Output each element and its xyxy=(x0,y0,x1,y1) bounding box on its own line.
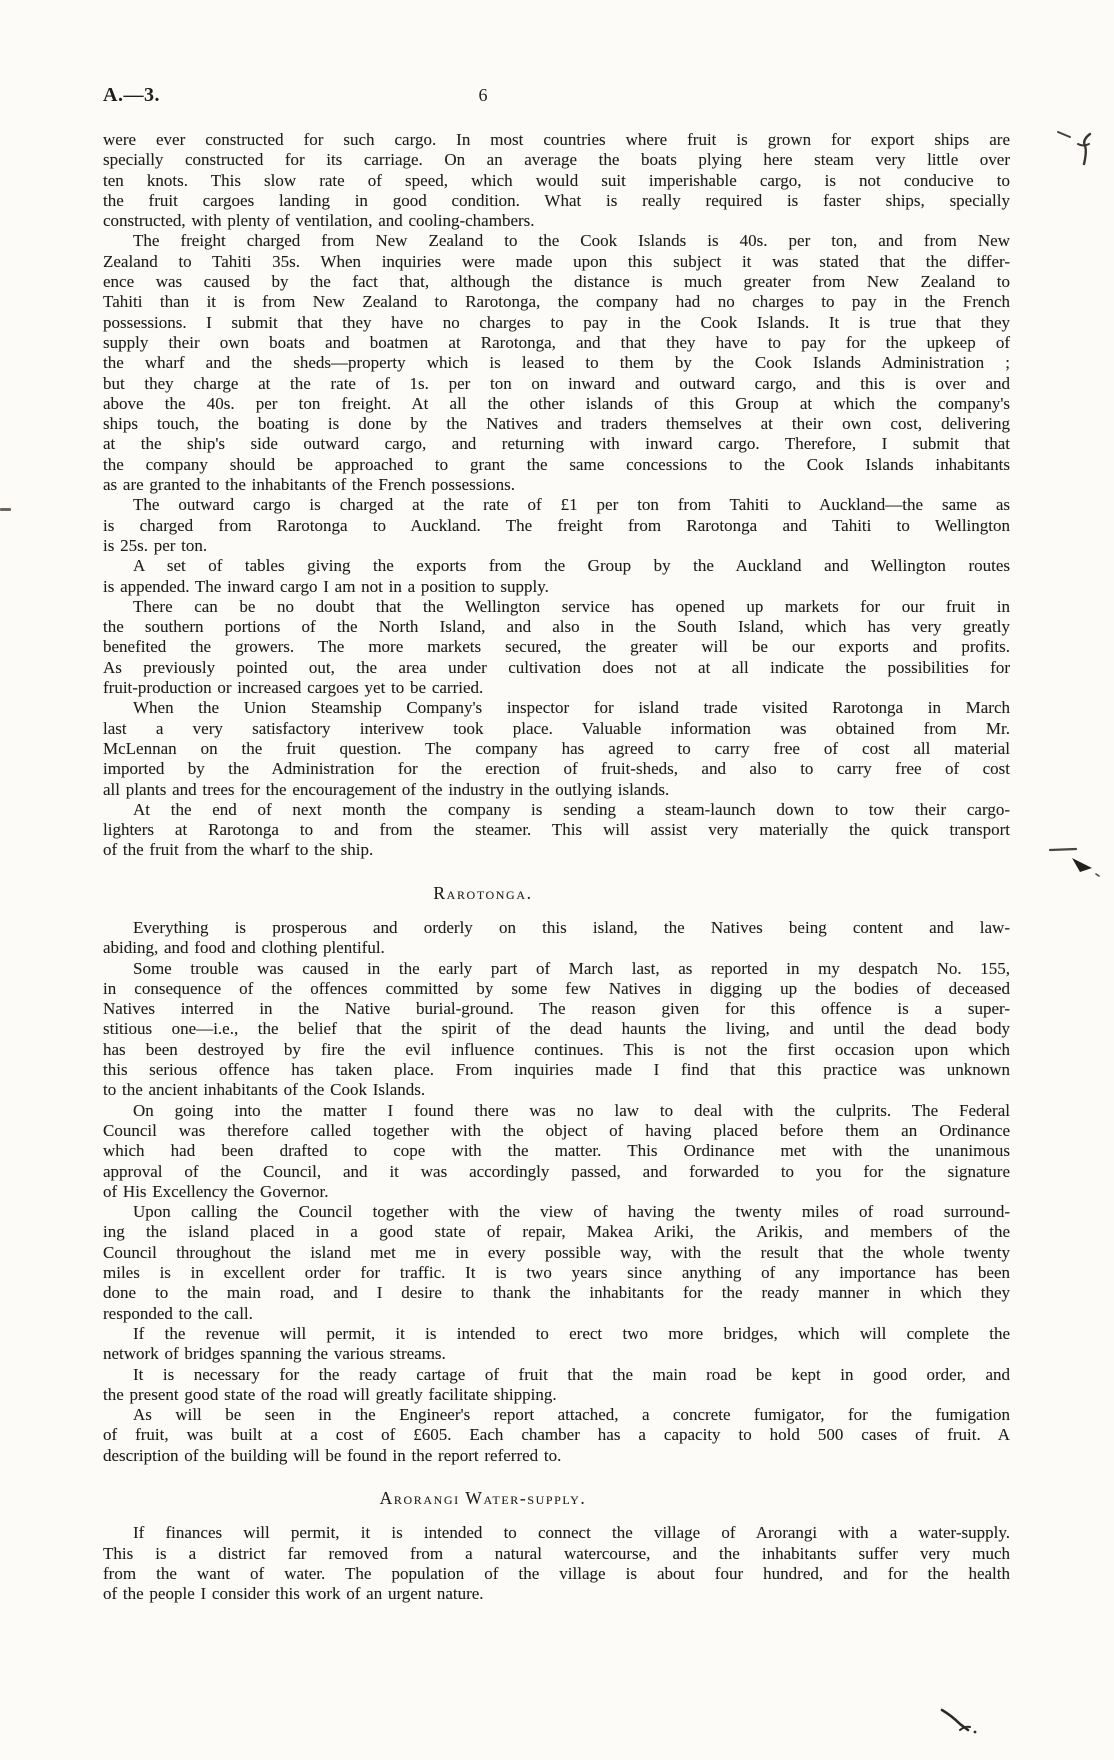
document-reference: A.—3. xyxy=(103,84,160,106)
text-line: stitious one—i.e., the belief that the spirit of the dead haunts the living, and until the dead body xyxy=(103,1019,1010,1039)
text-line: If finances will permit, it is intended to connect the village of Arorangi with a water-supply. xyxy=(133,1523,1010,1543)
text-line: but they charge at the rate of 1s. per ton on inward and outward cargo, and this is over and xyxy=(103,373,1010,393)
text-line: Council throughout the island met me in every possible way, with the result that the whole twenty xyxy=(103,1242,1010,1262)
text-line: On going into the matter I found there was no law to deal with the culprits. The Federal xyxy=(133,1100,1010,1120)
paragraph xyxy=(103,1202,1010,1324)
paragraph xyxy=(103,918,1010,959)
text-line: Upon calling the Council together with the view of having the twenty miles of road surround- xyxy=(133,1202,1010,1222)
text-line: imported by the Administration for the erection of fruit-sheds, and also to carry free of cost xyxy=(103,759,1010,779)
squiggle-mark-bottom-right xyxy=(938,1702,980,1738)
text-line: ence was caused by the fact that, although the distance is much greater from New Zealand to xyxy=(103,272,1010,292)
text-line: miles is in excellent order for traffic. It is two years since anything of any importance has been xyxy=(103,1263,1010,1283)
text-line: benefited the growers. The more markets secured, the greater will be our exports and profits. xyxy=(103,637,1010,657)
paragraph xyxy=(103,1405,1010,1466)
text-line: lighters at Rarotonga to and from the steamer. This will assist very materially the quick transport xyxy=(103,820,1010,840)
paragraph xyxy=(103,130,1010,231)
paragraph xyxy=(103,959,1010,1101)
text-line: There can be no doubt that the Wellington service has opened up markets for our fruit in xyxy=(133,596,1010,616)
text-line: fruit-production or increased cargoes yet to be carried. xyxy=(103,678,484,698)
text-line: network of bridges spanning the various streams. xyxy=(103,1344,446,1364)
text-line: description of the building will be found in the report referred to. xyxy=(103,1445,562,1465)
document-body xyxy=(103,130,1010,1604)
text-line: McLennan on the fruit question. The company has agreed to carry free of cost all material xyxy=(103,738,1010,758)
paragraph xyxy=(103,698,1010,799)
text-line: responded to the call. xyxy=(103,1303,253,1323)
text-line: approval of the Council, and it was accordingly passed, and forwarded to you for the signature xyxy=(103,1161,1010,1181)
text-line: A set of tables giving the exports from the Group by the Auckland and Wellington routes xyxy=(133,556,1010,576)
text-line: of fruit, was built at a cost of £605. Each chamber has a capacity to hold 500 cases of fruit. A xyxy=(103,1425,1010,1445)
paragraph xyxy=(103,495,1010,556)
text-line: were ever constructed for such cargo. In most countries where fruit is grown for export ships are xyxy=(103,130,1010,149)
text-line: specially constructed for its carriage. On an average the boats plying here steam very little over xyxy=(103,150,1010,170)
text-line: Some trouble was caused in the early part of March last, as reported in my despatch No. 155, xyxy=(133,958,1010,978)
text-line: The outward cargo is charged at the rate of £1 per ton from Tahiti to Auckland—the same as xyxy=(133,495,1010,515)
text-line: all plants and trees for the encouragement of the industry in the outlying islands. xyxy=(103,779,670,799)
paragraph xyxy=(103,1523,1010,1604)
paragraph xyxy=(103,1365,1010,1406)
text-line: supply their own boats and boatmen at Rarotonga, and that they have to pay for the upkeep of xyxy=(103,332,1010,352)
text-line: which had been drafted to cope with the matter. This Ordinance met with the unanimous xyxy=(103,1141,1010,1161)
text-line: The freight charged from New Zealand to the Cook Islands is 40s. per ton, and from New xyxy=(133,231,1010,251)
text-line: at the ship's side outward cargo, and returning with inward cargo. Therefore, I submit that xyxy=(103,434,1010,454)
text-line: Council was therefore called together with the object of having placed before them an Ordinance xyxy=(103,1120,1010,1140)
text-line: When the Union Steamship Company's inspector for island trade visited Rarotonga in March xyxy=(133,698,1010,718)
text-line: done to the main road, and I desire to thank the inhabitants for the ready manner in which they xyxy=(103,1283,1010,1303)
section-heading: Arorangi Water-supply. xyxy=(379,1488,587,1508)
text-line: Tahiti than it is from New Zealand to Rarotonga, the company had no charges to pay in the French xyxy=(103,292,1010,312)
text-line: from the want of water. The population of the village is about four hundred, and for the health xyxy=(103,1563,1010,1583)
dash-arrow-mark-mid-right xyxy=(1046,844,1112,884)
text-line: the company should be approached to grant the same concessions to the Cook Islands inhabitants xyxy=(103,454,1010,474)
text-line: is appended. The inward cargo I am not in a position to supply. xyxy=(103,576,549,596)
paragraph xyxy=(103,556,1010,597)
paragraph xyxy=(103,1101,1010,1202)
text-line: As previously pointed out, the area under cultivation does not at all indicate the possibilities for xyxy=(103,657,1010,677)
text-line: in consequence of the offences committed by some few Natives in digging up the bodies of deceased xyxy=(103,978,1010,998)
text-line: If the revenue will permit, it is intended to erect two more bridges, which will complete the xyxy=(133,1323,1010,1343)
text-line: Natives interred in the Native burial-ground. The reason given for this offence is a super- xyxy=(103,999,1010,1019)
paragraph xyxy=(103,800,1010,861)
text-line: constructed, with plenty of ventilation, and cooling-chambers. xyxy=(103,211,535,231)
page-number-band xyxy=(103,85,863,106)
text-line: the present good state of the road will greatly facilitate shipping. xyxy=(103,1384,557,1404)
text-line: ten knots. This slow rate of speed, which would suit imperishable cargo, is not conducive to xyxy=(103,170,1010,190)
text-line: of the people I consider this work of an urgent nature. xyxy=(103,1584,484,1604)
paragraph xyxy=(103,597,1010,698)
text-line: the fruit cargoes landing in good condition. What is really required is faster ships, specially xyxy=(103,190,1010,210)
text-line: Zealand to Tahiti 35s. When inquiries were made upon this subject it was stated that the differ- xyxy=(103,251,1010,271)
text-line: ing the island placed in a good state of repair, Makea Ariki, the Arikis, and members of the xyxy=(103,1222,1010,1242)
text-line: has been destroyed by fire the evil influence continues. This is not the first occasion upon which xyxy=(103,1039,1010,1059)
paragraph xyxy=(103,231,1010,495)
text-line: last a very satisfactory interivew took place. Valuable information was obtained from Mr. xyxy=(103,718,1010,738)
dash-mark-left-edge xyxy=(0,508,11,511)
text-line: ships touch, the boating is done by the Natives and traders themselves at their own cost, delivering xyxy=(103,414,1010,434)
section-heading: Rarotonga. xyxy=(433,882,533,903)
text-line: of His Excellency the Governor. xyxy=(103,1181,329,1201)
text-line: is charged from Rarotonga to Auckland. The freight from Rarotonga and Tahiti to Wellington xyxy=(103,515,1010,535)
text-line: this serious offence has taken place. From inquiries made I find that this practice was unknown xyxy=(103,1060,1010,1080)
text-line: abiding, and food and clothing plentiful. xyxy=(103,938,385,958)
text-line: above the 40s. per ton freight. At all the other islands of this Group at which the company's xyxy=(103,393,1010,413)
text-line: Everything is prosperous and orderly on this island, the Natives being content and law- xyxy=(133,917,1010,937)
text-line: the wharf and the sheds—property which is leased to them by the Cook Islands Administration ; xyxy=(103,353,1010,373)
text-line: to the ancient inhabitants of the Cook Islands. xyxy=(103,1080,426,1100)
tick-mark-top-right xyxy=(1056,120,1104,170)
page-header xyxy=(103,84,1010,106)
text-line: This is a district far removed from a natural watercourse, and the inhabitants suffer very much xyxy=(103,1543,1010,1563)
paragraph xyxy=(103,1324,1010,1365)
page-number: 6 xyxy=(478,85,488,105)
text-line: the southern portions of the North Island, and also in the South Island, which has very greatly xyxy=(103,617,1010,637)
text-line: As will be seen in the Engineer's report attached, a concrete fumigator, for the fumigation xyxy=(133,1405,1010,1425)
page-content xyxy=(103,0,1010,1604)
text-line: At the end of next month the company is sending a steam-launch down to tow their cargo- xyxy=(133,799,1010,819)
text-line: It is necessary for the ready cartage of fruit that the main road be kept in good order, and xyxy=(133,1364,1010,1384)
text-line: as are granted to the inhabitants of the French possessions. xyxy=(103,475,515,495)
text-line: is 25s. per ton. xyxy=(103,535,208,555)
text-line: of the fruit from the wharf to the ship. xyxy=(103,840,374,860)
text-line: possessions. I submit that they have no charges to pay in the Cook Islands. It is true that they xyxy=(103,312,1010,332)
